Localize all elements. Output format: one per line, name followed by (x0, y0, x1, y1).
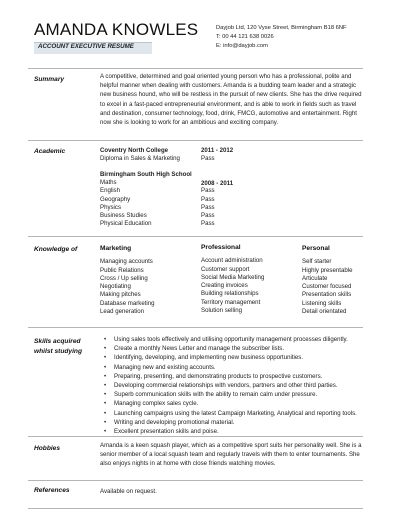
references-text: Available on request. (100, 488, 157, 495)
divider (28, 327, 363, 328)
knowledge-column-marketing (100, 245, 155, 316)
knowledge-item: Creating invoices (201, 282, 248, 290)
hobbies-text: Amanda is a keen squash player, which as a competitive sport suits her personality well. She is a senior member of a local squash team and regularly travels with them to enter tournaments. She also enjoys nights in at home with close friends watching movies. (100, 442, 362, 468)
knowledge-item: Articulate (302, 274, 328, 282)
college-result: Pass (201, 155, 215, 162)
subject-item: Physics (100, 203, 121, 211)
contact-block (216, 24, 347, 52)
knowledge-item: Making pitches (100, 291, 141, 299)
result-item: Pass (201, 220, 215, 228)
list-item: • Excellent presentation skills and poise. (100, 427, 357, 436)
knowledge-item: Managing accounts (100, 258, 153, 266)
list-item: • Using sales tools effectively and utilising opportunity management processes diligently. (100, 335, 357, 344)
summary-text: A competitive, determined and goal oriented young person who has a professional, polite and helpful manner when dealing with customers. Amanda is a budding team leader and a strategic new business hound, who will be restless in the pursuit of new clients. She has the drive required to excel in a fast-paced entrepreneurial environment, and is able to work in fields such as travel and destination, consumer technology, food, drink, FMCG, automotive and entertainment. Right now she is looking to work for an ambitious and exciting company. (100, 73, 362, 127)
section-title-references: References (34, 487, 70, 494)
result-item: Pass (201, 203, 215, 211)
result-item: Pass (201, 212, 215, 220)
skills-title-line: whilst studying (34, 348, 82, 355)
list-item: • Identifying, developing, and implementing new business opportunities. (100, 353, 357, 362)
list-item: • Managing complex sales cycle. (100, 399, 357, 408)
subject-item: Maths (100, 179, 117, 186)
school-name: Birmingham South High School (100, 171, 192, 178)
divider (28, 68, 363, 69)
knowledge-item: Public Relations (100, 266, 144, 274)
list-item: • Managing new and existing accounts. (100, 363, 357, 372)
resume-subtitle: ACCOUNT EXECUTIVE RESUME (38, 43, 134, 50)
knowledge-item: Negotiating (100, 283, 131, 291)
column-heading: Professional (201, 244, 241, 251)
section-title-skills (34, 337, 82, 357)
college-course: Diploma in Sales & Marketing (100, 155, 180, 162)
college-name: Coventry North College (100, 147, 169, 154)
column-heading: Personal (302, 245, 330, 252)
column-heading: Marketing (100, 245, 132, 252)
knowledge-item: Detail orientated (302, 308, 347, 316)
knowledge-item: Solution selling (201, 307, 242, 315)
knowledge-item: Self starter (302, 258, 332, 266)
knowledge-item: Building relationships (201, 290, 259, 298)
knowledge-item: Account administration (201, 257, 263, 265)
subject-item: Physical Education (100, 220, 152, 228)
section-title-hobbies: Hobbies (34, 445, 61, 452)
knowledge-item: Cross / Up selling (100, 274, 148, 282)
divider (28, 236, 363, 237)
candidate-name: AMANDA KNOWLES (34, 20, 199, 39)
knowledge-item: Social Media Marketing (201, 273, 265, 281)
knowledge-item: Lead generation (100, 308, 145, 316)
section-title-summary: Summary (34, 76, 65, 83)
divider (28, 508, 363, 509)
list-item: • Writing and developing promotional material. (100, 418, 357, 427)
knowledge-item: Customer support (201, 265, 250, 273)
knowledge-item: Customer focused (302, 283, 352, 291)
section-title-knowledge: Knowledge of (34, 246, 78, 253)
knowledge-item: Territory management (201, 298, 261, 306)
knowledge-item: Highly presentable (302, 266, 353, 274)
list-item: • Launching campaigns using the latest Campaign Marketing, Analytical and reporting tools. (100, 409, 357, 418)
school-years: 2008 - 2011 (201, 180, 234, 187)
divider (28, 480, 363, 481)
college-years: 2011 - 2012 (201, 147, 234, 154)
subject-item: English (100, 187, 120, 195)
list-item: • Preparing, presenting, and demonstrating products to prospective customers. (100, 372, 357, 381)
knowledge-item: Database marketing (100, 299, 155, 307)
school-subjects (100, 179, 152, 229)
knowledge-column-professional (201, 244, 264, 315)
divider (28, 140, 363, 141)
knowledge-column-personal (302, 245, 352, 316)
list-item: • Create a monthly News Letter and manage the subscriber lists. (100, 344, 357, 353)
section-title-academic: Academic (34, 148, 66, 155)
divider (28, 436, 363, 437)
subject-item: Business Studies (100, 212, 147, 220)
result-item: Pass (201, 187, 215, 195)
list-item: • Developing commercial relationships with vendors, partners and other third parties. (100, 381, 357, 390)
skills-list (100, 335, 357, 436)
knowledge-item: Listening skills (302, 299, 342, 307)
result-item: Pass (201, 195, 215, 203)
contact-phone: T: 00 44 121 638 0026 (216, 34, 274, 41)
school-results (201, 187, 215, 228)
contact-email[interactable]: E: info@dayjob.com (216, 43, 268, 50)
knowledge-item: Presentation skills (302, 291, 352, 299)
contact-address: Dayjob Ltd, 120 Vyse Street, Birmingham B18 6NF (216, 25, 347, 31)
list-item: • Superb communication skills with the ability to remain calm under pressure. (100, 390, 357, 399)
subject-item: Geography (100, 195, 131, 203)
skills-title-line: Skills acquired (34, 338, 81, 345)
